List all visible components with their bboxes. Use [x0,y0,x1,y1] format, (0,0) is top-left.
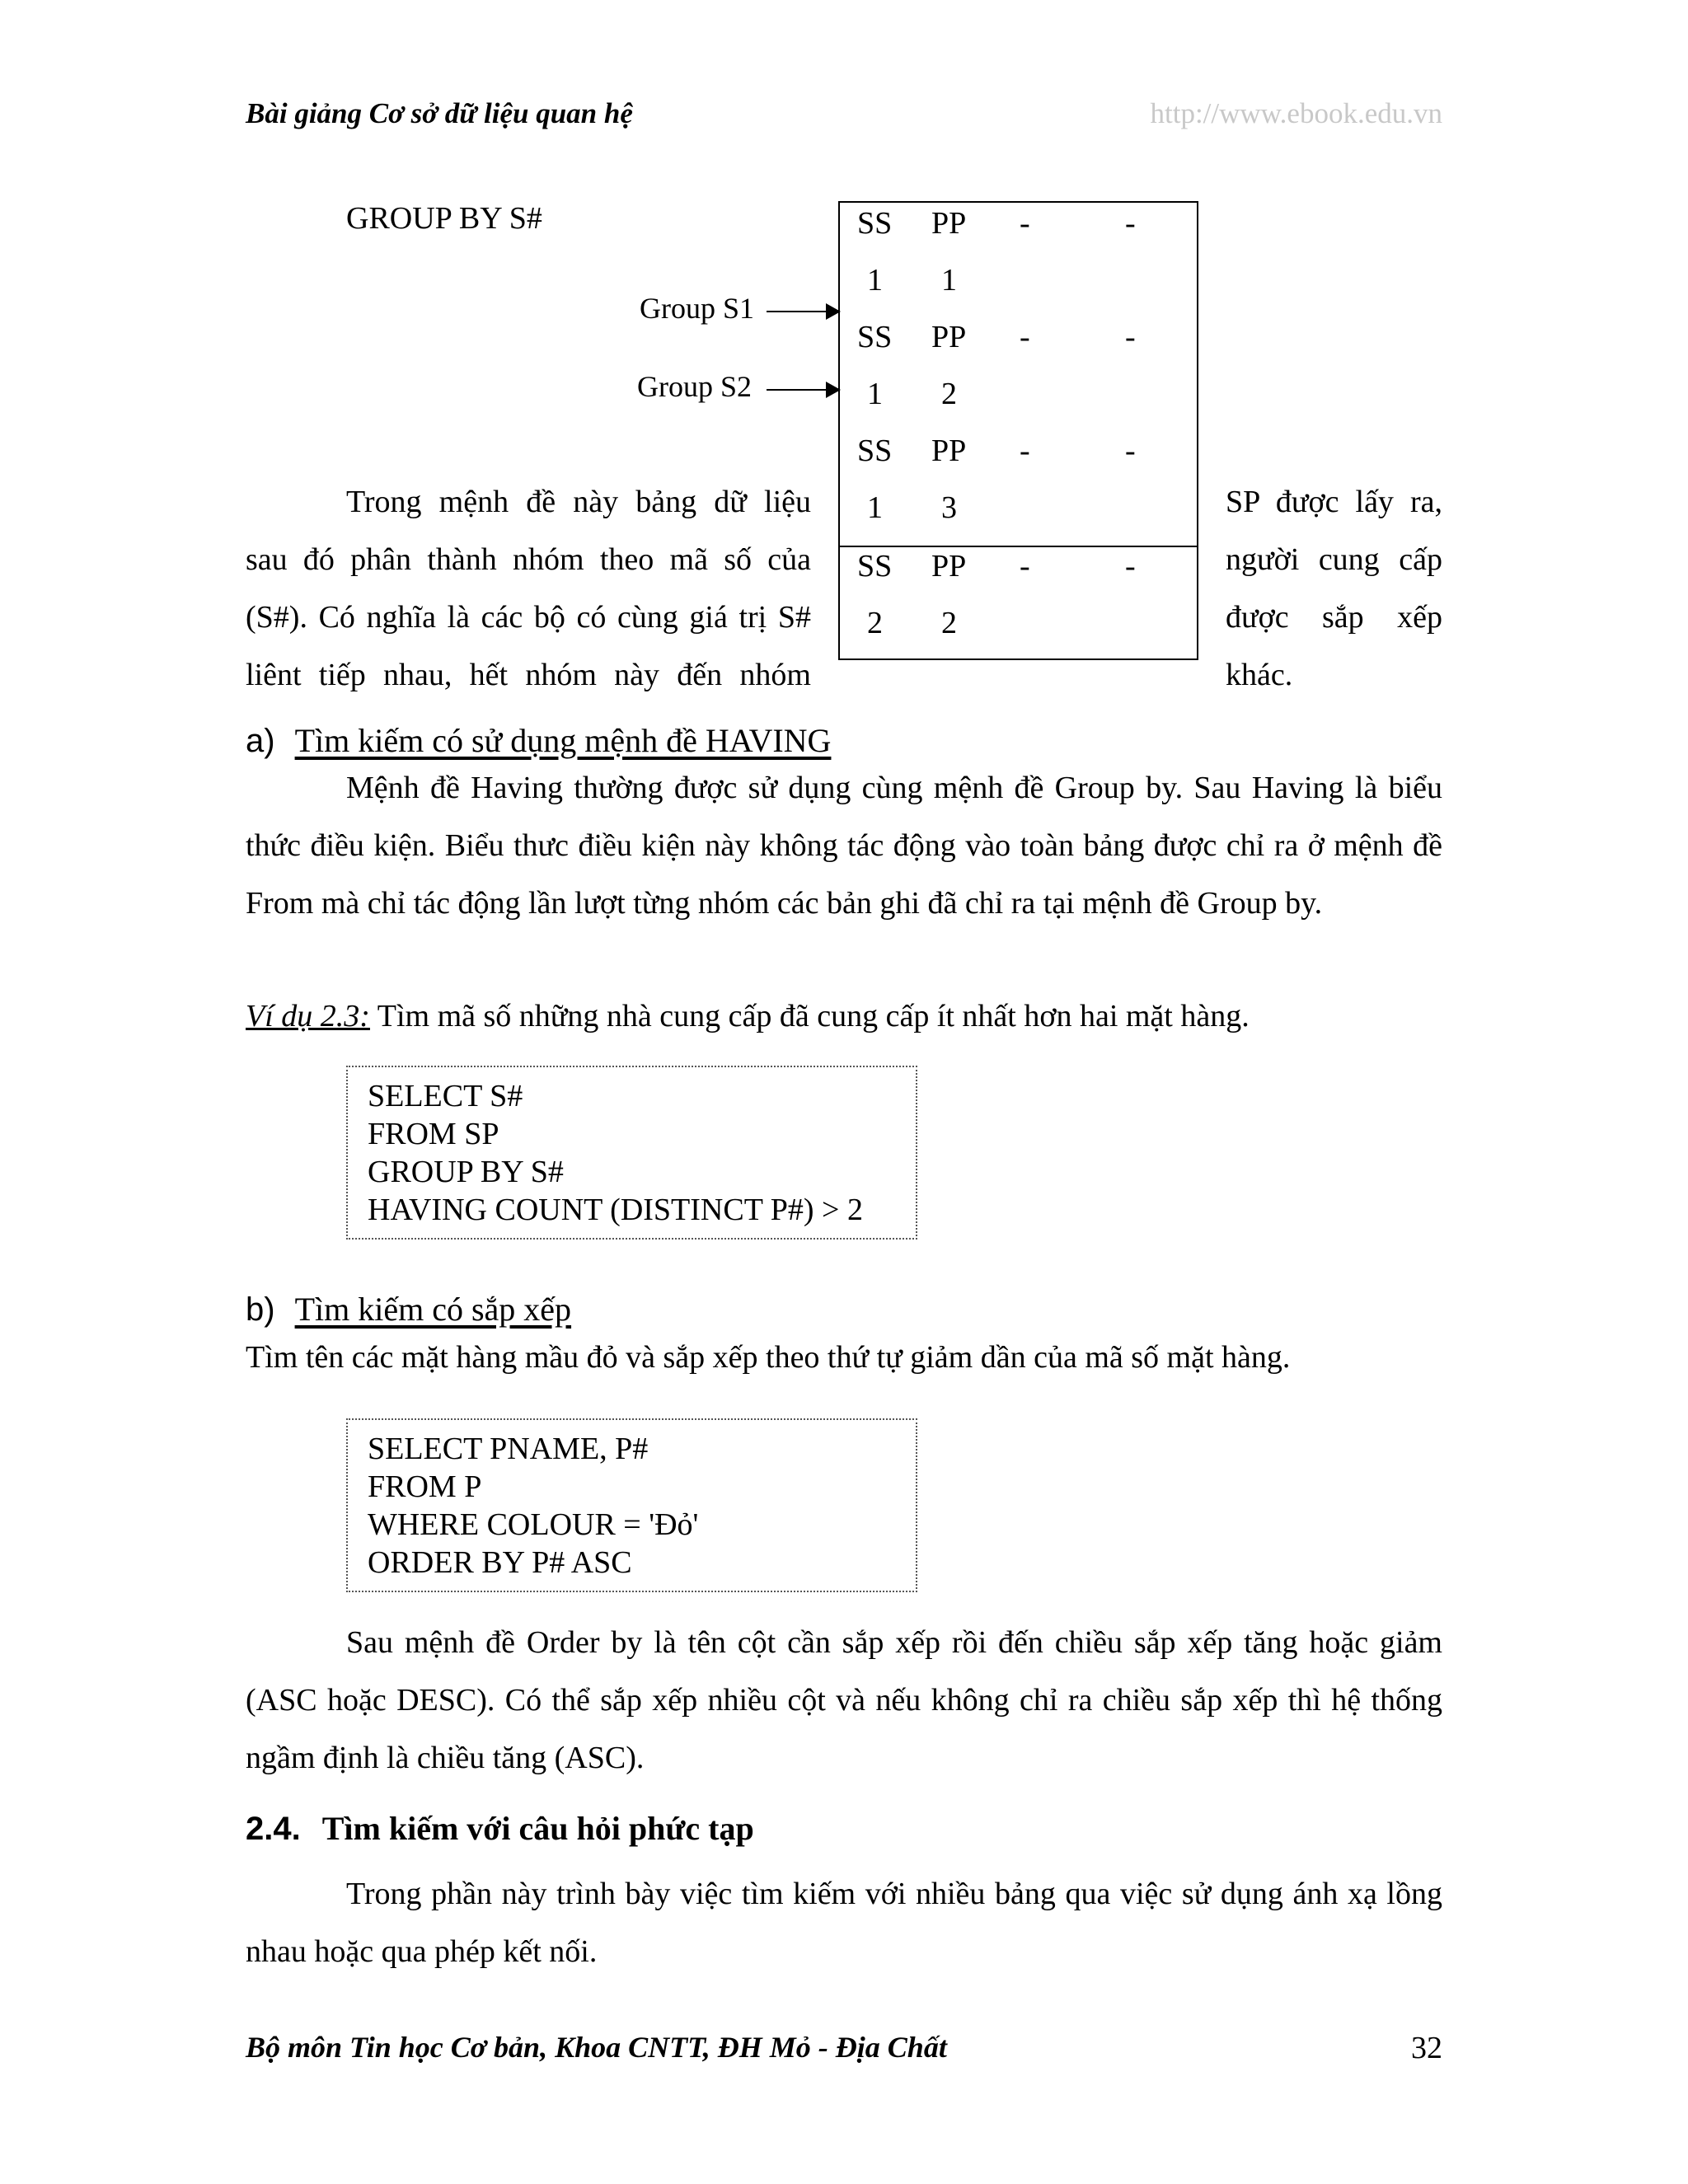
table-cell: 3 [941,490,957,525]
table-cell: - [1020,320,1030,354]
table-cell: SS [857,206,893,241]
code-line: ORDER BY P# ASC [368,1545,632,1580]
table-cell: SS [857,434,893,468]
group-table-separator [838,546,1198,547]
code-line: SELECT PNAME, P# [368,1432,649,1466]
code-line: HAVING COUNT (DISTINCT P#) > 2 [368,1193,863,1227]
code-line: FROM P [368,1469,482,1504]
section-24-title: Tìm kiếm với câu hỏi phức tạp [321,1810,754,1847]
table-cell: 1 [867,490,883,525]
code-line: WHERE COLOUR = 'Đỏ' [368,1507,699,1542]
wrap-left-line: liênt tiếp nhau, hết nhóm này đến nhóm [246,658,811,692]
section-24-heading [246,1809,754,1848]
wrap-left-line: sau đó phân thành nhóm theo mã số của [246,542,811,577]
section-a-heading [246,721,831,761]
group-by-label: GROUP BY S# [346,201,542,236]
table-cell: - [1125,549,1136,583]
footer-page-number: 32 [1411,2031,1442,2065]
section-a-letter: a) [246,723,275,759]
table-cell: SS [857,549,893,583]
code-line: SELECT S# [368,1079,523,1113]
code-box-having [346,1066,917,1240]
header-title: Bài giảng Cơ sở dữ liệu quan hệ [246,97,633,129]
table-cell: 1 [867,377,883,411]
section-b-letter: b) [246,1291,275,1328]
section-24-number: 2.4. [246,1811,301,1847]
footer-department: Bộ môn Tin học Cơ bản, Khoa CNTT, ĐH Mỏ - Địa Chất [246,2031,947,2064]
table-cell: 2 [941,606,957,640]
section-b-heading [246,1290,571,1329]
wrap-right-line: khác. [1226,658,1293,692]
table-cell: - [1020,434,1030,468]
table-cell: 2 [867,606,883,640]
example-label: Ví dụ 2.3: [246,999,370,1033]
table-cell: 1 [867,263,883,298]
code-box-order [346,1418,917,1592]
table-cell: - [1125,320,1136,354]
code-line: FROM SP [368,1117,499,1151]
wrap-right-line: được sắp xếp [1226,600,1442,635]
table-cell: 1 [941,263,957,298]
group-s1-label: Group S1 [640,292,755,325]
table-cell: - [1020,549,1030,583]
example-text: Tìm mã số những nhà cung cấp đã cung cấp ít nhất hơn hai mặt hàng. [369,999,1250,1033]
group-s2-label: Group S2 [637,370,753,403]
section-b-title: Tìm kiếm có sắp xếp [294,1291,572,1328]
example-line [246,1000,1250,1033]
wrap-right-line: SP được lấy ra, [1226,485,1442,519]
group-table [838,201,1198,660]
table-cell: - [1125,206,1136,241]
header-url[interactable]: http://www.ebook.edu.vn [1150,97,1442,129]
wrap-right-line: người cung cấp [1226,542,1442,577]
table-cell: SS [857,320,893,354]
table-cell: PP [931,434,967,468]
table-cell: PP [931,320,967,354]
section-a-title: Tìm kiếm có sử dụng mệnh đề HAVING [294,722,832,759]
wrap-left-line: Trong mệnh đề này bảng dữ liệu [346,485,811,519]
table-cell: - [1020,206,1030,241]
table-cell: PP [931,549,967,583]
section-24-paragraph: Trong phần này trình bày việc tìm kiếm với nhiều bảng qua việc sử dụng ánh xạ lồng nhau hoặc qua phép kết nối. [246,1877,1442,1969]
table-cell: 2 [941,377,957,411]
code-line: GROUP BY S# [368,1155,564,1189]
section-a-paragraph: Mệnh đề Having thường được sử dụng cùng mệnh đề Group by. Sau Having là biểu thức điều kiện. Biểu thưc điều kiện này không tác động vào toàn bảng được chỉ ra ở mệnh đề From mà chỉ tác động lần lượt từng nhóm các bản ghi đã chỉ ra tại mệnh đề Group by. [246,771,1442,921]
section-b-paragraph: Sau mệnh đề Order by là tên cột cần sắp xếp rồi đến chiều sắp xếp tăng hoặc giảm (ASC hoặc DESC). Có thể sắp xếp nhiều cột và nếu không chỉ ra chiều sắp xếp thì hệ thống ngầm định là chiều tăng (ASC). [246,1625,1442,1775]
wrap-left-line: (S#). Có nghĩa là các bộ có cùng giá trị S# [246,600,811,635]
section-b-intro: Tìm tên các mặt hàng mầu đỏ và sắp xếp theo thứ tự giảm dần của mã số mặt hàng. [246,1340,1291,1375]
table-cell: PP [931,206,967,241]
table-cell: - [1125,434,1136,468]
